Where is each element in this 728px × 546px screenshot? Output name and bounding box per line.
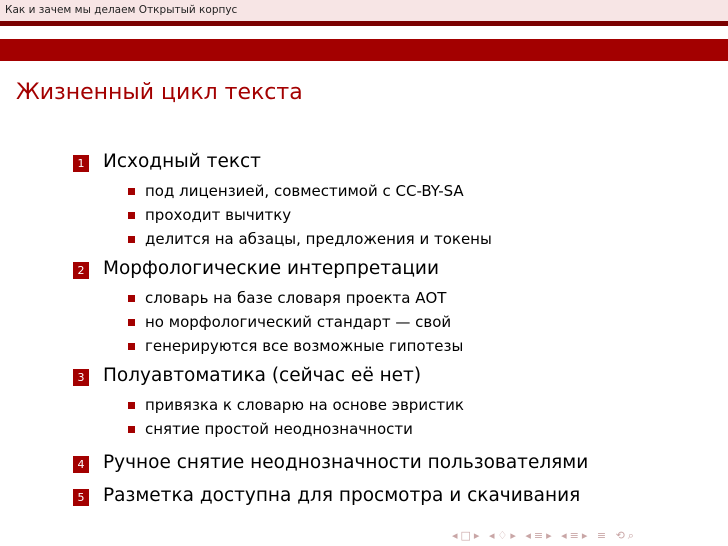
- subitem-text: делится на абзацы, предложения и токены: [145, 230, 492, 248]
- bullet-icon: [128, 188, 135, 195]
- item-number: 5: [73, 489, 89, 506]
- subitem-text: под лицензией, совместимой с CC-BY-SA: [145, 182, 464, 200]
- nav-align-icon[interactable]: ≡: [596, 529, 610, 542]
- header-divider: [0, 21, 728, 26]
- subitem-text: снятие простой неоднозначности: [145, 420, 413, 438]
- headline-bar: [0, 0, 728, 21]
- bullet-icon: [128, 295, 135, 302]
- bullet-icon: [128, 426, 135, 433]
- item-text: Полуавтоматика (сейчас её нет): [103, 365, 422, 386]
- subitem-text: словарь на базе словаря проекта АОТ: [145, 289, 447, 307]
- subitem-text: проходит вычитку: [145, 206, 292, 224]
- item-text: Ручное снятие неоднозначности пользователями: [103, 452, 589, 473]
- bullet-icon: [128, 319, 135, 326]
- item-text: Разметка доступна для просмотра и скачивания: [103, 485, 581, 506]
- bullet-icon: [128, 212, 135, 219]
- item-text: Морфологические интерпретации: [103, 258, 439, 279]
- beamer-navigation[interactable]: [452, 529, 637, 543]
- nav-first-icon[interactable]: ◂□▸: [452, 529, 483, 542]
- nav-next-icon[interactable]: ◂≡▸: [525, 529, 555, 542]
- item-number: 3: [73, 369, 89, 386]
- nav-search-icon[interactable]: ⟲⌕: [615, 529, 637, 542]
- nav-last-icon[interactable]: ◂≡▸: [561, 529, 591, 542]
- bullet-icon: [128, 343, 135, 350]
- item-number: 4: [73, 456, 89, 473]
- item-number: 2: [73, 262, 89, 279]
- subitem-text: генерируются все возможные гипотезы: [145, 337, 464, 355]
- frame-title-bar: [0, 39, 728, 61]
- subitem-text: но морфологический стандарт — свой: [145, 313, 452, 331]
- subitem-text: привязка к словарю на основе эвристик: [145, 396, 464, 414]
- item-number: 1: [73, 155, 89, 172]
- bullet-icon: [128, 402, 135, 409]
- nav-prev-icon[interactable]: ◂♢▸: [488, 529, 519, 542]
- headline-text: Как и зачем мы делаем Открытый корпус: [5, 4, 238, 16]
- item-text: Исходный текст: [103, 151, 261, 172]
- bullet-icon: [128, 236, 135, 243]
- frame-title: Жизненный цикл текста: [16, 80, 303, 105]
